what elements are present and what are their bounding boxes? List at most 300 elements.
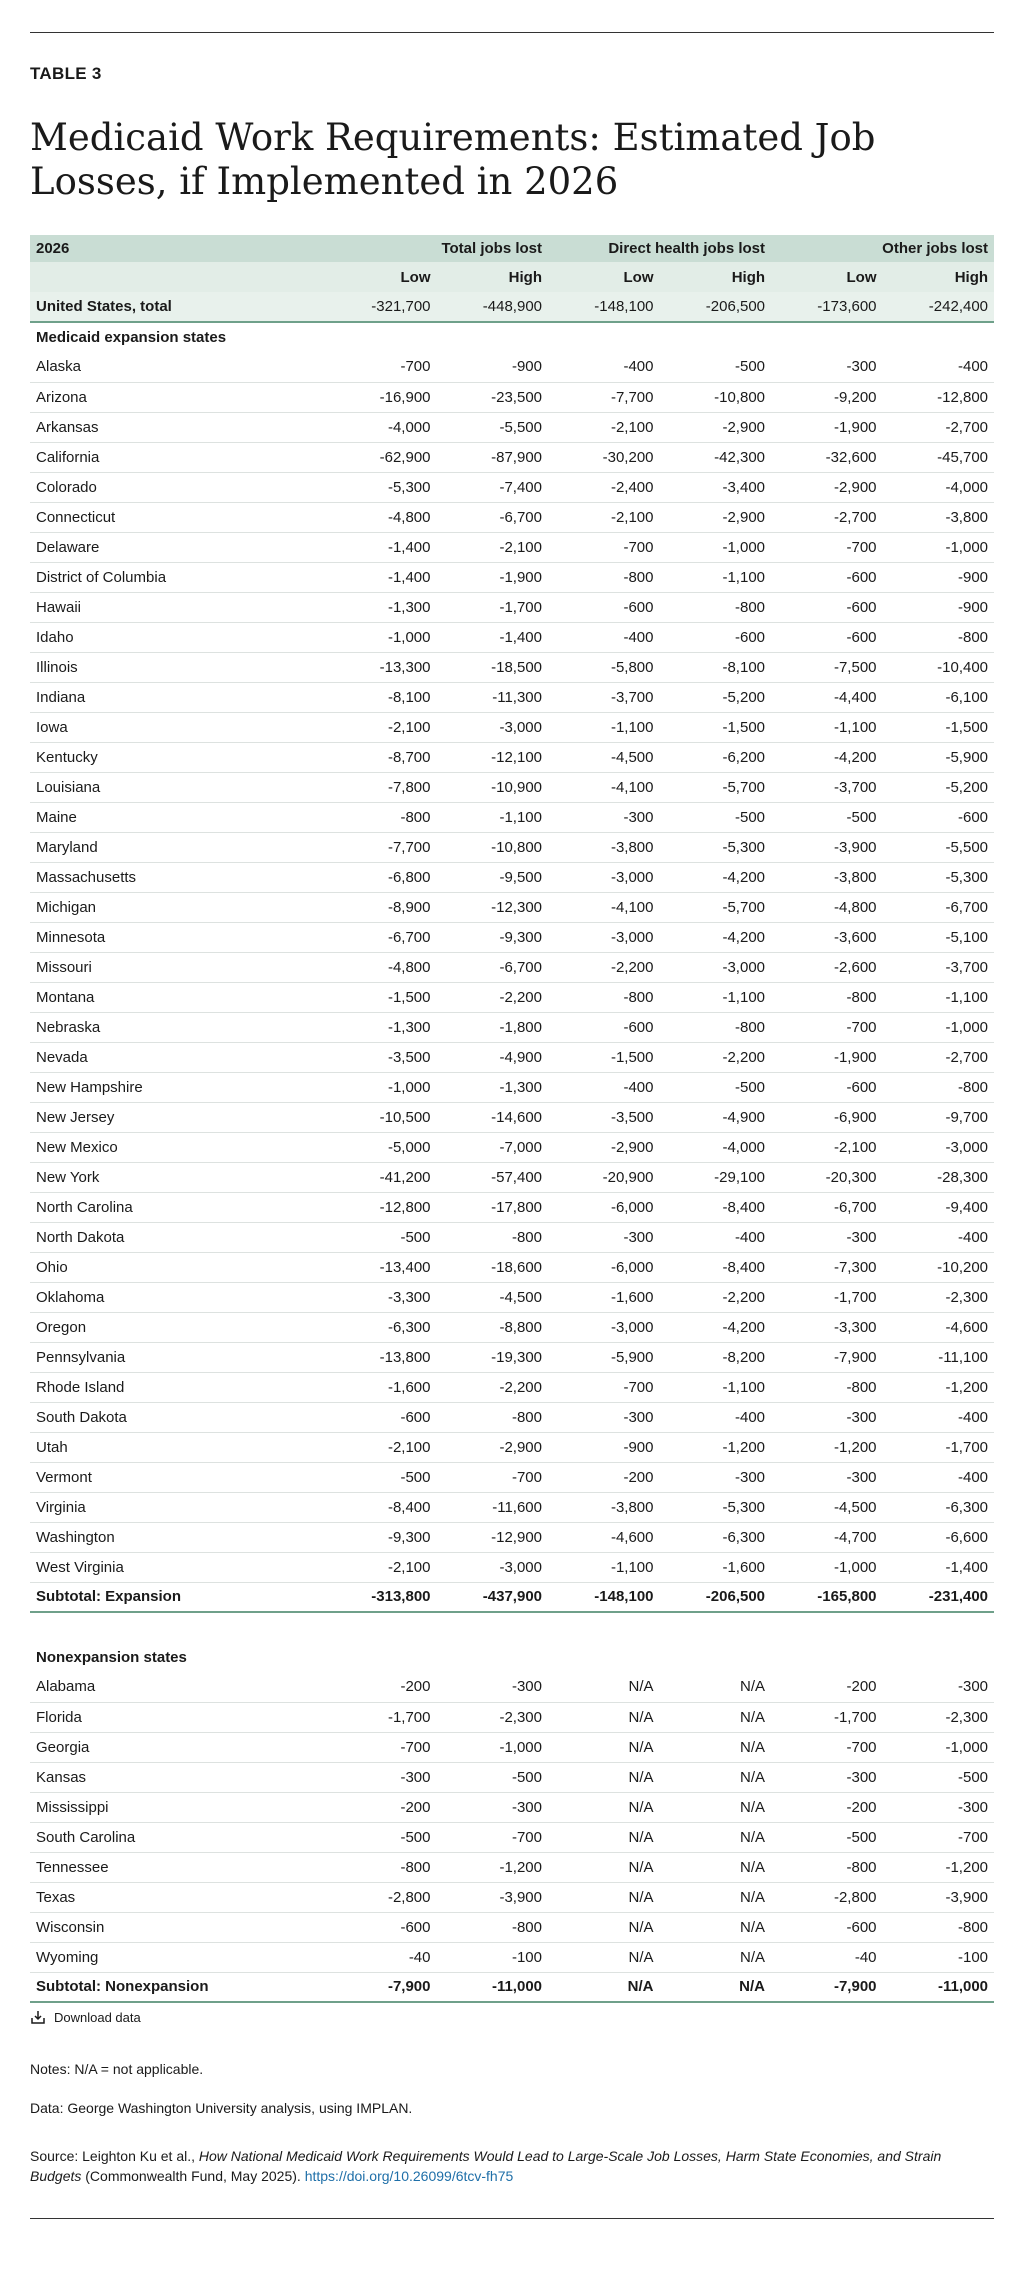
cell: -3,300 — [325, 1282, 437, 1312]
table-row — [30, 1402, 994, 1432]
table-row — [30, 952, 994, 982]
cell: -5,200 — [883, 772, 995, 802]
cell: -7,700 — [548, 382, 660, 412]
cell: -1,200 — [660, 1432, 772, 1462]
cell: -3,900 — [883, 1882, 995, 1912]
table-row — [30, 472, 994, 502]
cell: -6,600 — [883, 1522, 995, 1552]
cell: -2,900 — [437, 1432, 549, 1462]
cell: -6,200 — [660, 742, 772, 772]
header-high: High — [883, 262, 995, 292]
cell: -800 — [771, 1372, 883, 1402]
table-row — [30, 352, 994, 382]
cell: -148,100 — [548, 292, 660, 322]
cell: -2,200 — [548, 952, 660, 982]
cell: -300 — [883, 1792, 995, 1822]
notes: Notes: N/A = not applicable. — [30, 2061, 204, 2077]
cell: -7,700 — [325, 832, 437, 862]
cell: -4,600 — [548, 1522, 660, 1552]
row-name: South Dakota — [30, 1402, 325, 1432]
cell: -4,500 — [548, 742, 660, 772]
header-low: Low — [325, 262, 437, 292]
cell: -3,900 — [437, 1882, 549, 1912]
row-name: Vermont — [30, 1462, 325, 1492]
cell: -206,500 — [660, 1582, 772, 1612]
cell: -6,300 — [883, 1492, 995, 1522]
cell: -231,400 — [883, 1582, 995, 1612]
cell: -2,300 — [883, 1702, 995, 1732]
cell: -2,100 — [325, 1432, 437, 1462]
cell: -4,100 — [548, 892, 660, 922]
cell: -200 — [548, 1462, 660, 1492]
cell: -1,200 — [883, 1852, 995, 1882]
table-row — [30, 1882, 994, 1912]
cell: -11,000 — [883, 1972, 995, 2002]
cell: -800 — [660, 1012, 772, 1042]
cell: -5,300 — [883, 862, 995, 892]
cell: -800 — [660, 592, 772, 622]
section-title: Nonexpansion states — [36, 1648, 187, 1666]
cell: -4,200 — [660, 1312, 772, 1342]
row-name: Maryland — [30, 832, 325, 862]
table-row — [30, 1492, 994, 1522]
cell: -4,000 — [325, 412, 437, 442]
cell: -41,200 — [325, 1162, 437, 1192]
table-row — [30, 1822, 994, 1852]
cell: -321,700 — [325, 292, 437, 322]
table-row — [30, 1042, 994, 1072]
cell: -6,700 — [771, 1192, 883, 1222]
row-name: Arkansas — [30, 412, 325, 442]
cell: -2,800 — [325, 1882, 437, 1912]
row-name: Montana — [30, 982, 325, 1012]
cell: -87,900 — [437, 442, 549, 472]
cell: -4,200 — [660, 862, 772, 892]
cell: -6,000 — [548, 1252, 660, 1282]
cell: -18,500 — [437, 652, 549, 682]
row-name: Subtotal: Nonexpansion — [30, 1972, 325, 2002]
cell: -900 — [548, 1432, 660, 1462]
cell: -45,700 — [883, 442, 995, 472]
cell: -300 — [437, 1672, 549, 1702]
cell: -4,000 — [883, 472, 995, 502]
cell: -13,800 — [325, 1342, 437, 1372]
download-icon — [30, 2009, 46, 2025]
cell: -8,900 — [325, 892, 437, 922]
cell: -800 — [771, 1852, 883, 1882]
cell: -5,200 — [660, 682, 772, 712]
row-name: Rhode Island — [30, 1372, 325, 1402]
bottom-rule — [30, 2218, 994, 2219]
row-name: South Carolina — [30, 1822, 325, 1852]
cell: -300 — [437, 1792, 549, 1822]
cell: -100 — [437, 1942, 549, 1972]
row-name: Arizona — [30, 382, 325, 412]
cell: -9,300 — [437, 922, 549, 952]
row-name: Subtotal: Expansion — [30, 1582, 325, 1612]
cell: -1,900 — [437, 562, 549, 592]
cell: -3,700 — [771, 772, 883, 802]
cell: -1,000 — [883, 1012, 995, 1042]
row-name: California — [30, 442, 325, 472]
cell: -40 — [325, 1942, 437, 1972]
cell: -800 — [548, 982, 660, 1012]
cell: -1,100 — [660, 1372, 772, 1402]
table-row — [30, 742, 994, 772]
cell: -200 — [325, 1792, 437, 1822]
cell: -1,500 — [883, 712, 995, 742]
row-name: Virginia — [30, 1492, 325, 1522]
cell: -42,300 — [660, 442, 772, 472]
row-name: Michigan — [30, 892, 325, 922]
cell: -5,700 — [660, 772, 772, 802]
cell: -600 — [325, 1402, 437, 1432]
cell: -3,700 — [548, 682, 660, 712]
cell: -500 — [325, 1222, 437, 1252]
cell: -1,700 — [437, 592, 549, 622]
cell: -17,800 — [437, 1192, 549, 1222]
cell: -4,100 — [548, 772, 660, 802]
cell: -3,800 — [548, 832, 660, 862]
cell: -4,200 — [660, 922, 772, 952]
cell: -900 — [437, 352, 549, 382]
cell: -8,400 — [660, 1252, 772, 1282]
cell: -3,000 — [883, 1132, 995, 1162]
row-name: Massachusetts — [30, 862, 325, 892]
header-year: 2026 — [30, 235, 325, 262]
table-label: TABLE 3 — [30, 64, 102, 83]
cell: -11,300 — [437, 682, 549, 712]
cell: N/A — [548, 1912, 660, 1942]
row-name: Tennessee — [30, 1852, 325, 1882]
cell: -8,400 — [325, 1492, 437, 1522]
source-doi-link[interactable]: https://doi.org/10.26099/6tcv-fh75 — [304, 2168, 514, 2184]
cell: -2,700 — [883, 412, 995, 442]
source-citation — [30, 2146, 990, 2186]
cell: -400 — [548, 352, 660, 382]
table-row — [30, 1222, 994, 1252]
cell: -100 — [883, 1942, 995, 1972]
cell: -10,500 — [325, 1102, 437, 1132]
cell: -900 — [883, 592, 995, 622]
cell: -16,900 — [325, 382, 437, 412]
cell: -4,800 — [325, 502, 437, 532]
cell: -500 — [325, 1462, 437, 1492]
cell: -500 — [771, 1822, 883, 1852]
row-name: New Mexico — [30, 1132, 325, 1162]
cell: -400 — [883, 1462, 995, 1492]
table-row — [30, 592, 994, 622]
cell: -700 — [325, 1732, 437, 1762]
cell: -2,900 — [660, 412, 772, 442]
cell: N/A — [660, 1852, 772, 1882]
cell: -2,200 — [660, 1042, 772, 1072]
cell: -9,300 — [325, 1522, 437, 1552]
cell: -6,700 — [437, 952, 549, 982]
table-row — [30, 562, 994, 592]
row-name: Louisiana — [30, 772, 325, 802]
cell: -600 — [548, 1012, 660, 1042]
cell: -4,600 — [883, 1312, 995, 1342]
cell: -5,100 — [883, 922, 995, 952]
source-suffix: (Commonwealth Fund, May 2025). — [81, 2168, 305, 2184]
table-row — [30, 682, 994, 712]
cell: -600 — [771, 622, 883, 652]
cell: -1,300 — [325, 1012, 437, 1042]
cell: -4,000 — [660, 1132, 772, 1162]
table-row — [30, 922, 994, 952]
cell: -10,400 — [883, 652, 995, 682]
cell: N/A — [548, 1972, 660, 2002]
cell: -800 — [883, 622, 995, 652]
cell: -1,200 — [771, 1432, 883, 1462]
row-name: Iowa — [30, 712, 325, 742]
cell: -448,900 — [437, 292, 549, 322]
table-row — [30, 622, 994, 652]
cell: -12,800 — [883, 382, 995, 412]
cell: -2,900 — [660, 502, 772, 532]
cell: -2,700 — [883, 1042, 995, 1072]
cell: -6,300 — [660, 1522, 772, 1552]
cell: -173,600 — [771, 292, 883, 322]
cell: -1,400 — [437, 622, 549, 652]
cell: N/A — [548, 1822, 660, 1852]
table-row — [30, 1462, 994, 1492]
row-name: Kansas — [30, 1762, 325, 1792]
cell: -2,800 — [771, 1882, 883, 1912]
table-row — [30, 1012, 994, 1042]
header-low: Low — [548, 262, 660, 292]
cell: -3,000 — [548, 1312, 660, 1342]
row-name: Idaho — [30, 622, 325, 652]
cell: -6,700 — [883, 892, 995, 922]
row-name: North Dakota — [30, 1222, 325, 1252]
cell: -5,800 — [548, 652, 660, 682]
cell: -300 — [883, 1672, 995, 1702]
cell: -10,900 — [437, 772, 549, 802]
cell: -600 — [771, 562, 883, 592]
cell: -8,800 — [437, 1312, 549, 1342]
cell: N/A — [660, 1822, 772, 1852]
cell: -500 — [325, 1822, 437, 1852]
cell: -1,000 — [883, 1732, 995, 1762]
cell: -500 — [660, 802, 772, 832]
data-source: Data: George Washington University analysis, using IMPLAN. — [30, 2100, 413, 2116]
cell: -10,200 — [883, 1252, 995, 1282]
cell: -1,000 — [660, 532, 772, 562]
download-data-link[interactable] — [30, 2009, 141, 2025]
table-row — [30, 892, 994, 922]
cell: -1,000 — [325, 622, 437, 652]
cell: N/A — [660, 1912, 772, 1942]
row-name: Alaska — [30, 352, 325, 382]
cell: -1,900 — [771, 1042, 883, 1072]
cell: -1,500 — [548, 1042, 660, 1072]
cell: -500 — [883, 1762, 995, 1792]
cell: -600 — [883, 802, 995, 832]
spacer-row — [30, 1612, 994, 1642]
cell: -1,100 — [437, 802, 549, 832]
cell: -14,600 — [437, 1102, 549, 1132]
cell: -3,800 — [771, 862, 883, 892]
row-name: Nebraska — [30, 1012, 325, 1042]
cell: -300 — [771, 1222, 883, 1252]
cell: -1,600 — [660, 1552, 772, 1582]
header-row-groups — [30, 235, 994, 262]
cell: -400 — [548, 1072, 660, 1102]
cell: -1,100 — [883, 982, 995, 1012]
cell: -4,200 — [771, 742, 883, 772]
cell: -1,600 — [548, 1282, 660, 1312]
table-row — [30, 1912, 994, 1942]
cell: -3,000 — [437, 712, 549, 742]
cell: -11,100 — [883, 1342, 995, 1372]
cell: -400 — [883, 1402, 995, 1432]
cell: -32,600 — [771, 442, 883, 472]
cell: -4,500 — [771, 1492, 883, 1522]
table-row — [30, 1162, 994, 1192]
cell: -700 — [883, 1822, 995, 1852]
cell: -8,400 — [660, 1192, 772, 1222]
cell: -19,300 — [437, 1342, 549, 1372]
source-prefix: Source: Leighton Ku et al., — [30, 2148, 199, 2164]
cell: -800 — [883, 1912, 995, 1942]
cell: -1,500 — [660, 712, 772, 742]
table-row — [30, 1192, 994, 1222]
row-name: District of Columbia — [30, 562, 325, 592]
cell: -11,600 — [437, 1492, 549, 1522]
cell: N/A — [548, 1732, 660, 1762]
cell: -400 — [883, 1222, 995, 1252]
cell: -1,600 — [325, 1372, 437, 1402]
cell: N/A — [660, 1792, 772, 1822]
cell: -600 — [771, 592, 883, 622]
cell: -8,100 — [660, 652, 772, 682]
cell: N/A — [660, 1762, 772, 1792]
cell: -5,500 — [883, 832, 995, 862]
table-row — [30, 1372, 994, 1402]
cell: N/A — [660, 1942, 772, 1972]
table-row — [30, 832, 994, 862]
cell: -2,900 — [771, 472, 883, 502]
table-row — [30, 1702, 994, 1732]
table-row — [30, 1852, 994, 1882]
cell: -700 — [771, 532, 883, 562]
cell: -4,700 — [771, 1522, 883, 1552]
table-row — [30, 1672, 994, 1702]
cell: -2,100 — [325, 1552, 437, 1582]
cell: N/A — [548, 1762, 660, 1792]
cell: -5,300 — [660, 1492, 772, 1522]
cell: -23,500 — [437, 382, 549, 412]
cell: -700 — [771, 1012, 883, 1042]
cell: -4,500 — [437, 1282, 549, 1312]
row-name: Texas — [30, 1882, 325, 1912]
cell: -2,100 — [771, 1132, 883, 1162]
cell: -1,300 — [325, 592, 437, 622]
table-row — [30, 1132, 994, 1162]
cell: -2,700 — [771, 502, 883, 532]
cell: -13,300 — [325, 652, 437, 682]
row-name: Utah — [30, 1432, 325, 1462]
cell: -6,700 — [437, 502, 549, 532]
cell: -2,900 — [548, 1132, 660, 1162]
cell: -7,400 — [437, 472, 549, 502]
cell: -300 — [771, 1762, 883, 1792]
cell: -800 — [771, 982, 883, 1012]
row-name: Washington — [30, 1522, 325, 1552]
cell: -800 — [325, 1852, 437, 1882]
cell: -800 — [437, 1912, 549, 1942]
cell: -9,200 — [771, 382, 883, 412]
header-blank — [30, 262, 325, 292]
cell: -7,300 — [771, 1252, 883, 1282]
cell: N/A — [548, 1702, 660, 1732]
cell: N/A — [548, 1852, 660, 1882]
row-name: Colorado — [30, 472, 325, 502]
cell: -500 — [437, 1762, 549, 1792]
table-row — [30, 862, 994, 892]
row-name: Wyoming — [30, 1942, 325, 1972]
row-name: Missouri — [30, 952, 325, 982]
table-row — [30, 412, 994, 442]
cell: -12,300 — [437, 892, 549, 922]
cell: -6,700 — [325, 922, 437, 952]
cell: -800 — [325, 802, 437, 832]
cell: -1,400 — [325, 562, 437, 592]
cell: -1,100 — [660, 982, 772, 1012]
cell: -600 — [325, 1912, 437, 1942]
table-row — [30, 1282, 994, 1312]
row-name: Indiana — [30, 682, 325, 712]
row-name: Wisconsin — [30, 1912, 325, 1942]
cell: -300 — [325, 1762, 437, 1792]
cell: -300 — [771, 1402, 883, 1432]
cell: -1,700 — [771, 1702, 883, 1732]
table-row — [30, 442, 994, 472]
table-row — [30, 712, 994, 742]
table-row — [30, 1432, 994, 1462]
row-name: Kentucky — [30, 742, 325, 772]
cell: -10,800 — [437, 832, 549, 862]
cell: -1,300 — [437, 1072, 549, 1102]
cell: -437,900 — [437, 1582, 549, 1612]
subtotal-expansion-row — [30, 1582, 994, 1612]
cell: -3,400 — [660, 472, 772, 502]
cell: N/A — [660, 1972, 772, 2002]
cell: -1,000 — [325, 1072, 437, 1102]
cell: -300 — [771, 1462, 883, 1492]
row-name: Mississippi — [30, 1792, 325, 1822]
cell: -700 — [548, 532, 660, 562]
cell: -1,100 — [771, 712, 883, 742]
cell: -700 — [325, 352, 437, 382]
header-high: High — [437, 262, 549, 292]
cell: -7,900 — [771, 1972, 883, 2002]
cell: -20,300 — [771, 1162, 883, 1192]
cell: -600 — [660, 622, 772, 652]
cell: -400 — [883, 352, 995, 382]
top-rule — [30, 32, 994, 33]
cell: -7,900 — [325, 1972, 437, 2002]
cell: -1,200 — [437, 1852, 549, 1882]
cell: -3,000 — [437, 1552, 549, 1582]
cell: -3,000 — [548, 922, 660, 952]
cell: -6,300 — [325, 1312, 437, 1342]
row-name: Oregon — [30, 1312, 325, 1342]
cell: -1,100 — [548, 1552, 660, 1582]
cell: -29,100 — [660, 1162, 772, 1192]
